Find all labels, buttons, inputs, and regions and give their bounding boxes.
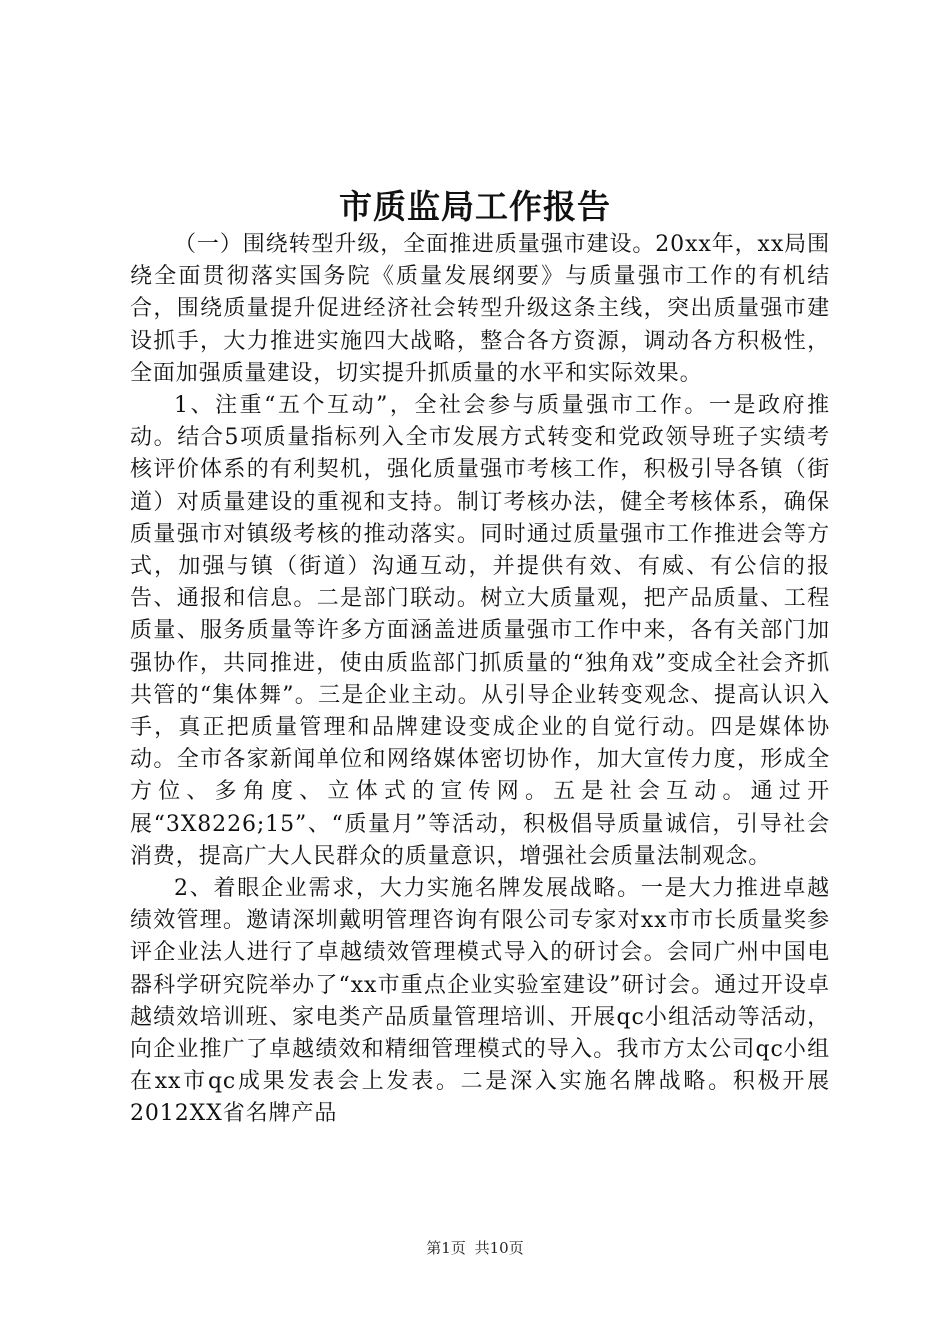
paragraph-brand-strategy: 2、着眼企业需求，大力实施名牌发展战略。一是大力推进卓越绩效管理。邀请深圳戴明管理咨询有限公司专家对xx市市长质量奖参评企业法人进行了卓越绩效管理模式导入的研讨会。会同广州中国电器科学研究院举办了“xx市重点企业实验室建设”研讨会。通过开设卓越绩效培训班、家电类产品质量管理培训、开展qc小组活动等活动，向企业推广了卓越绩效和精细管理模式的导入。我市方太公司qc小组在xx市qc成果发表会上发表。二是深入实施名牌战略。积极开展2012XX省名牌产品: [130, 876, 830, 1127]
page-number: 第1页: [426, 1239, 466, 1257]
page-total: 共10页: [474, 1239, 524, 1257]
paragraph-intro: （一）围绕转型升级，全面推进质量强市建设。20xx年，xx局围绕全面贯彻落实国务院《质量发展纲要》与质量强市工作的有机结合，围绕质量提升促进经济社会转型升级这条主线，突出质量强市建设抓手，大力推进实施四大战略，整合各方资源，调动各方积极性，全面加强质量建设，切实提升抓质量的水平和实际效果。: [130, 232, 830, 386]
document-body: [130, 229, 830, 1131]
paragraph-five-interactions: 1、注重“五个互动”，全社会参与质量强市工作。一是政府推动。结合5项质量指标列入全市发展方式转变和党政领导班子实绩考核评价体系的有利契机，强化质量强市考核工作，积极引导各镇（街道）对质量建设的重视和支持。制订考核办法，健全考核体系，确保质量强市对镇级考核的推动落实。同时通过质量强市工作推进会等方式，加强与镇（街道）沟通互动，并提供有效、有威、有公信的报告、通报和信息。二是部门联动。树立大质量观，把产品质量、工程质量、服务质量等许多方面涵盖进质量强市工作中来，各有关部门加强协作，共同推进，使由质监部门抓质量的“独角戏”变成全社会齐抓共管的“集体舞”。三是企业主动。从引导企业转变观念、提高认识入手，真正把质量管理和品牌建设变成企业的自觉行动。四是媒体协动。全市各家新闻单位和网络媒体密切协作，加大宣传力度，形成全方位、多角度、立体式的宣传网。五是社会互动。通过开展“3X8226;15”、“质量月”等活动，积极倡导质量诚信，引导社会消费，提高广大人民群众的质量意识，增强社会质量法制观念。: [130, 393, 830, 869]
page-title: 市质监局工作报告: [339, 187, 611, 226]
page-footer: [0, 1238, 950, 1258]
